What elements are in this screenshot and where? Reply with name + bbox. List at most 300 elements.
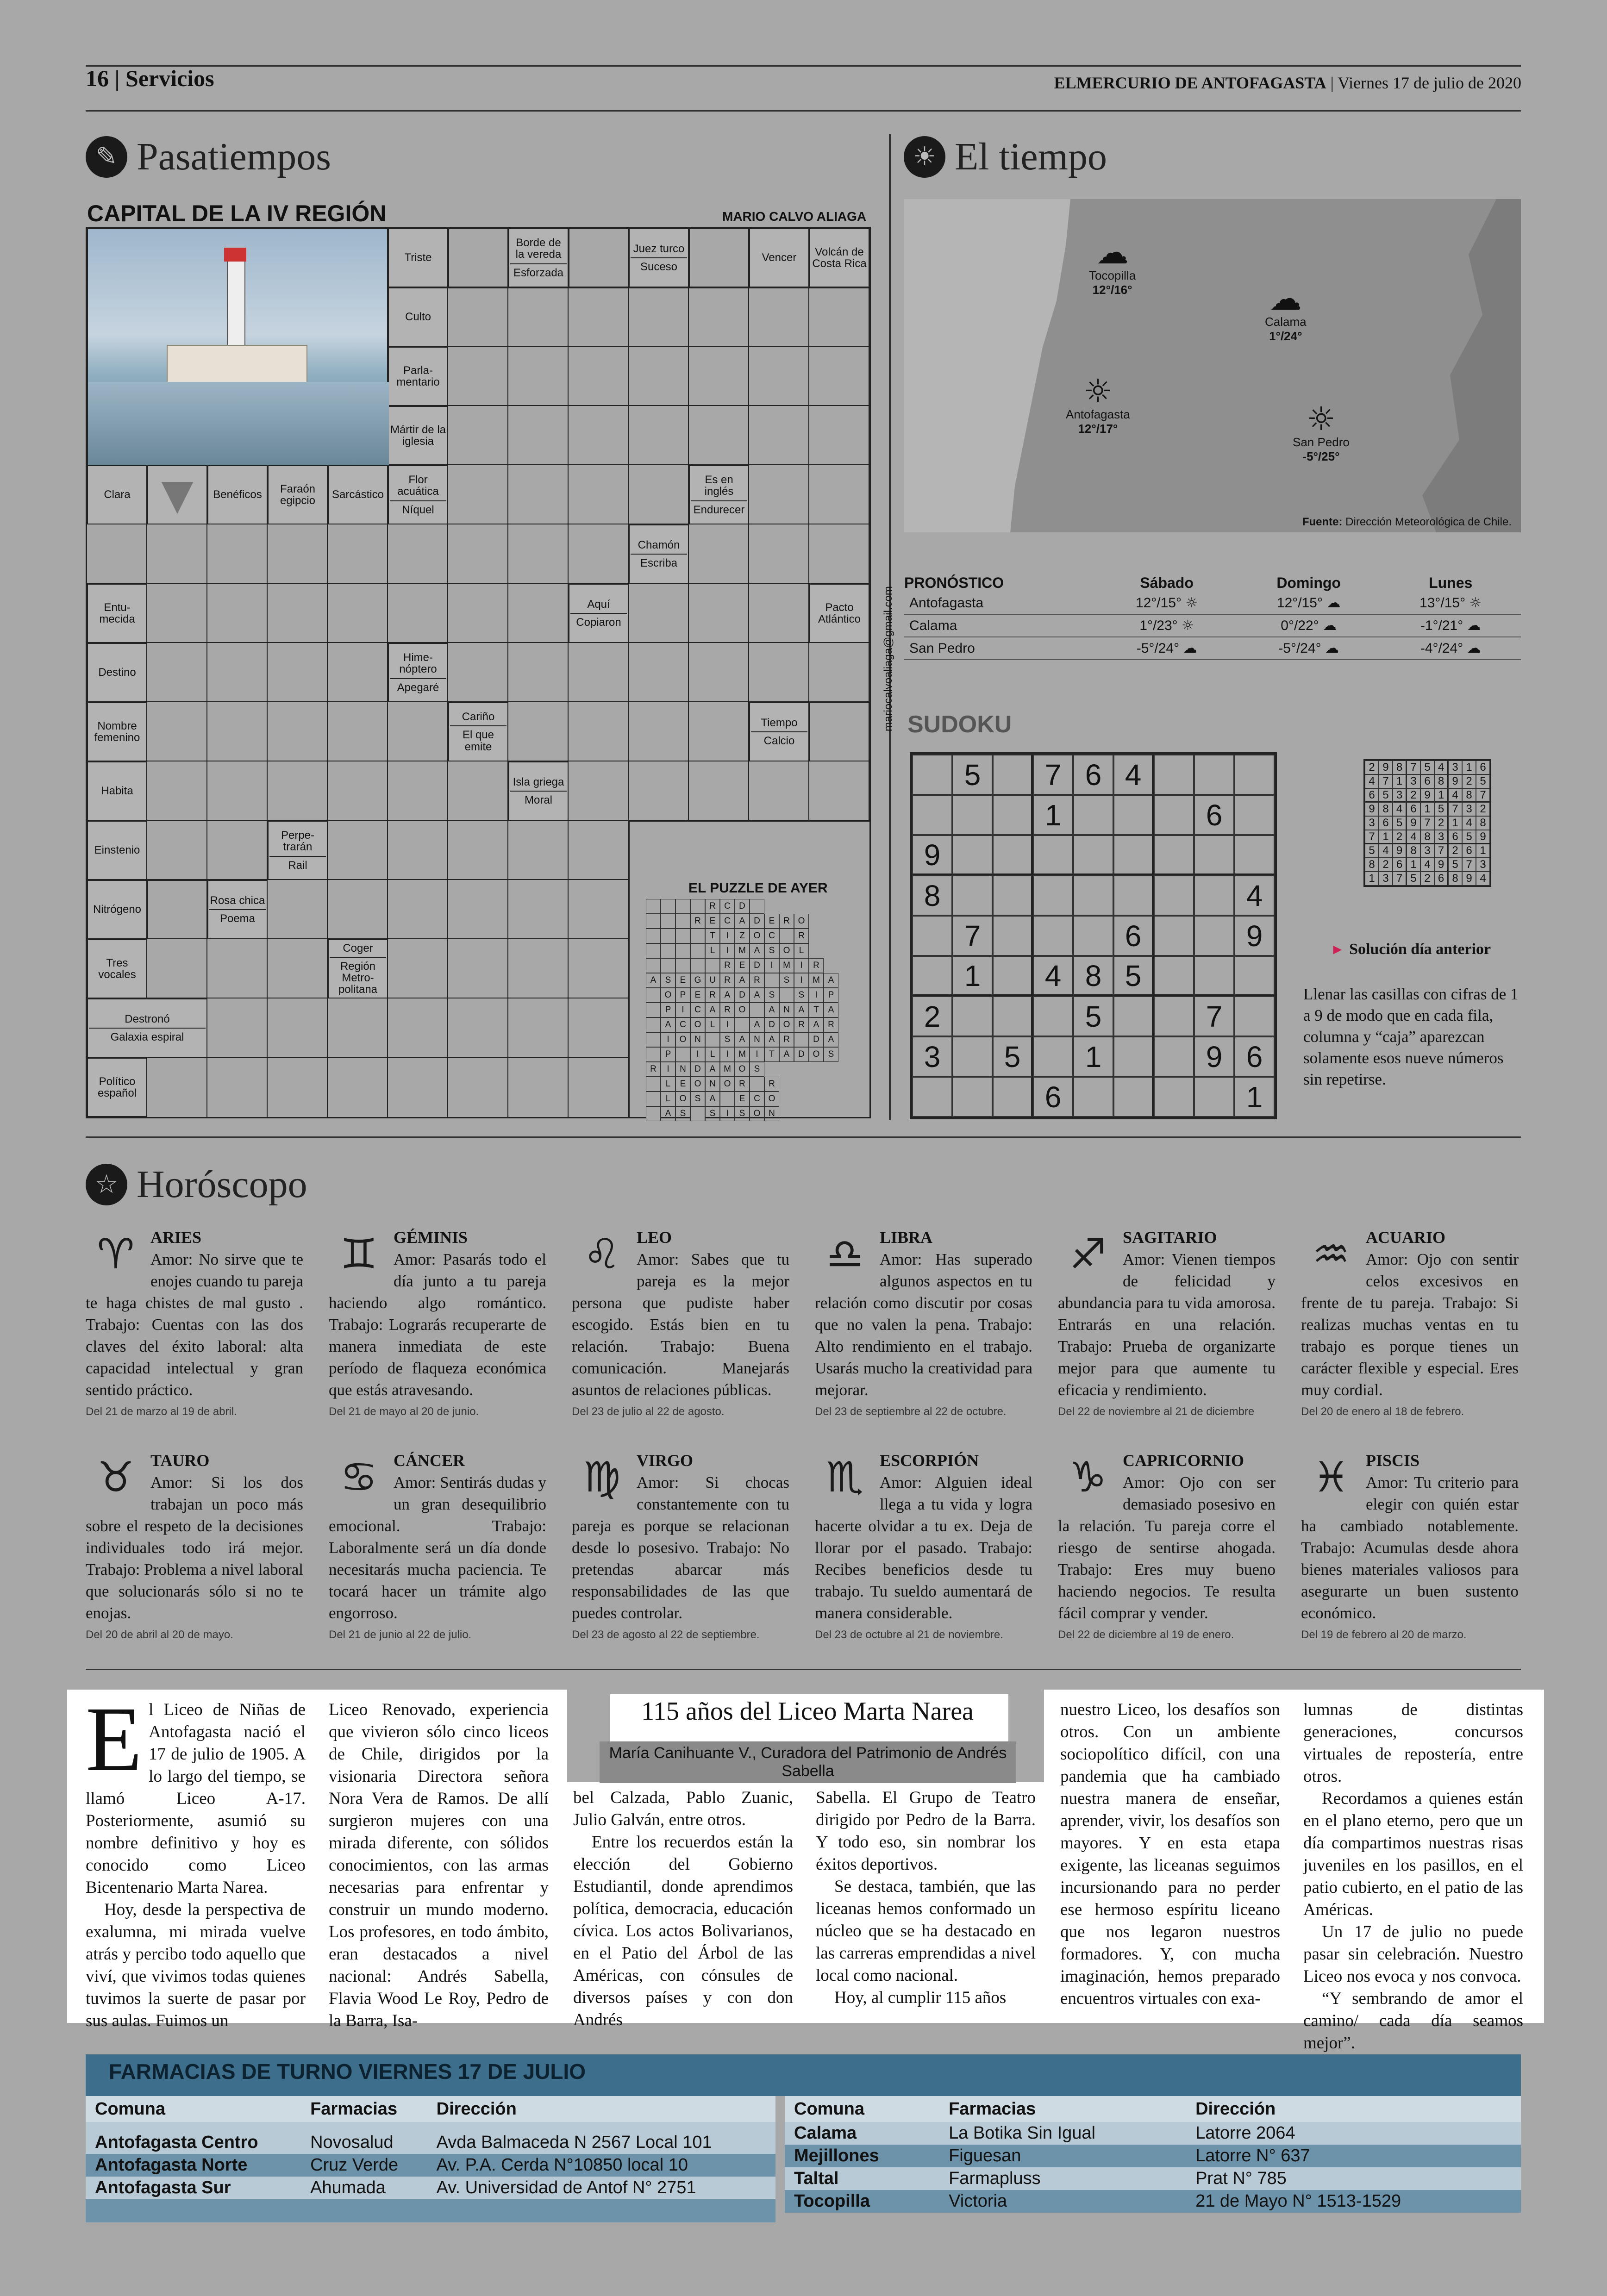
puzzle-cell: O [750, 929, 764, 943]
sudoku-cell[interactable] [912, 916, 952, 956]
pharmacy-comuna: Calama [785, 2122, 939, 2145]
issue-date: Viernes 17 de julio de 2020 [1338, 74, 1521, 92]
puzzle-cell: E [675, 973, 690, 988]
sudoku-cell[interactable] [1073, 795, 1113, 835]
puzzle-cell: S [764, 988, 779, 1003]
zodiac-capricornio-icon: ♑ [1069, 1453, 1107, 1502]
answer-row[interactable] [147, 584, 569, 643]
solution-cell: 2 [1393, 830, 1407, 844]
sudoku-cell[interactable] [1033, 996, 1073, 1036]
puzzle-cell: U [705, 973, 720, 988]
solution-cell: 9 [1434, 858, 1448, 872]
horoscopo-title: Horóscopo [137, 1163, 307, 1206]
answer-row[interactable] [268, 880, 629, 939]
clue-habita: Habita [87, 761, 147, 821]
answer-row[interactable] [388, 939, 629, 998]
sudoku-cell[interactable] [1154, 996, 1194, 1036]
puzzle-cell: I [794, 973, 809, 988]
horoscope-sign-capricornio [1058, 1450, 1276, 1646]
article-title: 115 años del Liceo Marta Narea [641, 1697, 974, 1726]
answer-row[interactable] [207, 998, 629, 1058]
solution-cell: 8 [1393, 761, 1407, 774]
solution-cell: 5 [1448, 858, 1462, 872]
puzzle-cell: D [690, 1062, 705, 1077]
sudoku-cell[interactable]: 2 [912, 996, 952, 1036]
sudoku-cell[interactable] [952, 875, 993, 916]
sudoku-cell[interactable] [1234, 956, 1275, 996]
col-farmacias: Farmacias [939, 2096, 1186, 2122]
sudoku-cell[interactable] [1033, 875, 1073, 916]
sudoku-cell[interactable] [1154, 956, 1194, 996]
sudoku-cell[interactable] [1234, 755, 1275, 795]
puzzle-cell: L [661, 1092, 675, 1106]
puzzle-cell: I [690, 1047, 705, 1062]
answer-row[interactable] [147, 702, 448, 761]
puzzle-cell: A [824, 1032, 838, 1047]
solution-cell: 6 [1462, 844, 1476, 858]
forecast-cell [1237, 637, 1381, 660]
clue-pacto: Pacto Atlántico [809, 584, 869, 643]
puzzle-cell: O [779, 943, 794, 958]
article-col-4 [816, 1787, 1036, 2009]
page-header-right: ELMERCURIO DE ANTOFAGASTA | Viernes 17 de julio de 2020 [1054, 74, 1521, 92]
sudoku-cell[interactable]: 9 [912, 835, 952, 875]
tiempo-heading [904, 134, 1107, 179]
puzzle-cell [675, 914, 690, 929]
sudoku-cell[interactable]: 9 [1234, 916, 1275, 956]
sudoku-cell[interactable]: 3 [912, 1036, 952, 1077]
clue-endurecer: Endurecer [691, 500, 747, 516]
sudoku-cell[interactable] [993, 916, 1033, 956]
clue-culto: Culto [388, 287, 448, 347]
puzzle-cell: R [779, 1032, 794, 1047]
answer-cell[interactable] [809, 702, 869, 761]
answer-row[interactable] [87, 524, 629, 584]
solution-cell: 1 [1476, 844, 1490, 858]
answer-row[interactable] [569, 761, 869, 821]
sign-dates: Del 22 de diciembre al 19 de enero. [1058, 1628, 1234, 1641]
sudoku-cell[interactable] [912, 956, 952, 996]
sudoku-cell[interactable] [1194, 755, 1234, 795]
solution-cell: 9 [1393, 844, 1407, 858]
puzzle-cell: R [764, 1077, 779, 1092]
sudoku-cell[interactable]: 5 [1073, 996, 1113, 1036]
sudoku-cell[interactable] [912, 755, 952, 795]
sign-text: Amor: Sabes que tu pareja es la mejor persona que pudiste haber escogido. Estás bien en tu relación. Trabajo: Buena comunicación. Manejarás asuntos de relaciones públicas. [572, 1250, 789, 1399]
pharmacy-row [86, 2131, 775, 2154]
sudoku-instructions: Llenar las casillas con cifras de 1 a 9 de modo que en cada fila, columna y “caja” aparezcan solamente esos nueve números sin repetirse. [1303, 985, 1519, 1088]
sudoku-cell[interactable] [1073, 916, 1113, 956]
sudoku-cell[interactable] [993, 1077, 1033, 1117]
sudoku-cell[interactable]: 1 [1033, 795, 1073, 835]
sudoku-cell[interactable] [1154, 1077, 1194, 1117]
puzzle-cell [646, 943, 661, 958]
pharmacy-address: Av. Universidad de Antof N° 2751 [427, 2177, 775, 2199]
solution-cell: 3 [1434, 830, 1448, 844]
sudoku-cell[interactable] [952, 1036, 993, 1077]
pharmacy-right [785, 2096, 1521, 2213]
sudoku-cell[interactable] [1073, 835, 1113, 875]
sudoku-cell[interactable] [1113, 1036, 1154, 1077]
sudoku-cell[interactable]: 5 [993, 1036, 1033, 1077]
solution-cell: 7 [1393, 872, 1407, 886]
article-col-5 [1060, 1699, 1280, 2010]
sudoku-cell[interactable]: 6 [1113, 916, 1154, 956]
solution-cell: 5 [1407, 872, 1420, 886]
solution-cell: 4 [1407, 830, 1420, 844]
answer-row[interactable] [147, 1058, 629, 1117]
solution-cell: 3 [1365, 816, 1379, 830]
puzzle-cell: M [735, 943, 750, 958]
sign-dates: Del 23 de agosto al 22 de septiembre. [572, 1628, 760, 1641]
sudoku-grid[interactable] [910, 752, 1277, 1119]
puzzle-cell: M [809, 973, 824, 988]
forecast-title: PRONÓSTICO [904, 574, 1004, 591]
sudoku-cell[interactable] [993, 755, 1033, 795]
answer-row[interactable] [147, 821, 268, 880]
sudoku-cell[interactable] [1073, 1077, 1113, 1117]
puzzle-row [646, 1106, 883, 1121]
answer-row[interactable] [448, 406, 869, 465]
forecast-city: San Pedro [904, 637, 1096, 660]
puzzle-cell [690, 1106, 705, 1121]
solution-cell: 3 [1393, 788, 1407, 802]
puzzle-cell [661, 914, 675, 929]
puzzle-cell: O [750, 1106, 764, 1121]
clue-carino-text: Cariño [462, 711, 495, 724]
sudoku-cell[interactable] [1073, 875, 1113, 916]
puzzle-cell: R [809, 958, 824, 973]
article-paragraph: bel Calzada, Pablo Zuanic, Julio Galván, entre otros. [573, 1788, 793, 1829]
puzzle-cell: O [675, 1032, 690, 1047]
solution-cell: 7 [1476, 788, 1490, 802]
pharmacy-title: FARMACIAS DE TURNO VIERNES 17 DE JULIO [109, 2059, 586, 2084]
sudoku-cell[interactable] [993, 795, 1033, 835]
puzzle-cell [735, 1017, 750, 1032]
answer-row[interactable] [147, 939, 328, 998]
puzzle-cell [646, 899, 661, 914]
puzzle-row [646, 958, 883, 973]
answer-row[interactable] [689, 524, 869, 584]
forecast-city: Calama [904, 614, 1096, 637]
sudoku-cell[interactable] [1194, 916, 1234, 956]
source-text: Dirección Meteorológica de Chile. [1345, 516, 1512, 528]
sudoku-cell[interactable] [952, 835, 993, 875]
sudoku-cell[interactable] [1194, 875, 1234, 916]
sudoku-cell[interactable] [952, 1077, 993, 1117]
answer-row[interactable] [328, 821, 629, 880]
sudoku-cell[interactable]: 4 [1234, 875, 1275, 916]
sudoku-cell[interactable] [1194, 835, 1234, 875]
sudoku-cell[interactable] [912, 1077, 952, 1117]
sudoku-cell[interactable] [1113, 835, 1154, 875]
sudoku-cell[interactable] [1113, 996, 1154, 1036]
sudoku-cell[interactable] [952, 795, 993, 835]
sudoku-cell[interactable]: 1 [1234, 1077, 1275, 1117]
forecast-temp: -1°/21° [1420, 618, 1463, 633]
forecast-cell [1096, 614, 1237, 637]
pharmacy-row [785, 2167, 1521, 2190]
clue-coger-text: Coger [343, 942, 373, 955]
answer-cell[interactable] [689, 228, 749, 287]
weather-source [1302, 516, 1512, 529]
puzzle-row [646, 1017, 883, 1032]
puzzle-cell: I [794, 958, 809, 973]
puzzle-row [646, 899, 883, 914]
solution-cell: 9 [1420, 788, 1434, 802]
puzzle-cell: E [690, 988, 705, 1003]
puzzle-cell: O [690, 1017, 705, 1032]
answer-row[interactable] [508, 702, 749, 761]
puzzle-row [646, 973, 883, 988]
answer-row[interactable] [749, 465, 869, 524]
horoscope-sign-sagitario [1058, 1227, 1276, 1423]
weather-city-tocopilla [1089, 233, 1136, 297]
puzzle-cell: A [720, 988, 735, 1003]
puzzle-cell: S [750, 1062, 764, 1077]
sudoku-title: SUDOKU [907, 711, 1012, 738]
sudoku-cell[interactable] [1154, 835, 1194, 875]
clue-faraon: Faraón egipcio [268, 465, 328, 524]
puzzle-cell: S [705, 1106, 720, 1121]
answer-row[interactable] [629, 584, 809, 643]
zodiac-aries-icon: ♈ [97, 1230, 135, 1279]
clue-einstenio: Einstenio [87, 821, 147, 880]
sign-dates: Del 20 de abril al 20 de mayo. [86, 1628, 233, 1641]
sudoku-cell[interactable]: 5 [952, 755, 993, 795]
sudoku-cell[interactable] [1113, 1077, 1154, 1117]
solution-cell: 5 [1476, 774, 1490, 788]
answer-cell[interactable] [147, 880, 207, 939]
clue-juez-text: Juez turco [633, 242, 685, 255]
sudoku-cell[interactable]: 5 [1113, 956, 1154, 996]
clue-esforzada: Esforzada [510, 263, 567, 279]
pharmacy-table-left [86, 2096, 775, 2222]
puzzle-cell [690, 899, 705, 914]
puzzle-cell [705, 958, 720, 973]
solution-cell: 5 [1434, 802, 1448, 816]
pharmacy-comuna: Antofagasta Centro [86, 2131, 301, 2154]
answer-row[interactable] [448, 643, 869, 702]
city-temp: 1°/24° [1269, 329, 1302, 343]
puzzle-cell: I [720, 1047, 735, 1062]
sudoku-cell[interactable] [1154, 755, 1194, 795]
solution-cell: 8 [1420, 830, 1434, 844]
sign-text: Amor: Ojo con ser demasiado posesivo en la relación. Tu pareja corre el riesgo de sentirse ahogada. Trabajo: Eres muy bueno haciendo negocios. Te resulta fácil comprar y vender. [1058, 1473, 1276, 1622]
clue-clara: Clara [87, 465, 147, 524]
answer-cell[interactable] [448, 228, 508, 287]
sudoku-cell[interactable]: 7 [1033, 755, 1073, 795]
clue-tiempo-text: Tiempo [761, 716, 798, 729]
puzzle-cell: A [646, 973, 661, 988]
solution-cell: 1 [1407, 858, 1420, 872]
triangle-icon: ▸ [1333, 941, 1342, 958]
star-icon: ☆ [86, 1164, 127, 1205]
sudoku-cell[interactable] [1154, 916, 1194, 956]
sign-text: Amor: Ojo con sentir celos excesivos en frente de tu pareja. Trabajo: Si realizas muchas ventas en tu trabajo es porque tienes un carácter flexible y especial. Eres muy cordial. [1301, 1250, 1519, 1399]
sign-dates: Del 19 de febrero al 20 de marzo. [1301, 1628, 1467, 1641]
forecast-row [904, 614, 1521, 637]
puzzle-cell [690, 943, 705, 958]
puzzle-cell [646, 929, 661, 943]
clue-sarcastico: Sarcástico [328, 465, 388, 524]
sun-icon: ☼ [1307, 400, 1336, 438]
cloud-icon: ☁ [1326, 595, 1341, 611]
answer-row[interactable] [448, 347, 869, 406]
sudoku-cell[interactable] [1033, 1036, 1073, 1077]
weather-city-sanpedro [1293, 400, 1350, 464]
sudoku-cell[interactable] [1113, 875, 1154, 916]
sudoku-cell[interactable]: 6 [1194, 795, 1234, 835]
weather-city-antofagasta [1066, 372, 1130, 436]
sudoku-cell[interactable] [993, 835, 1033, 875]
sudoku-cell[interactable] [952, 996, 993, 1036]
solution-cell: 8 [1462, 788, 1476, 802]
puzzle-cell: R [705, 899, 720, 914]
puzzle-cell: O [779, 1017, 794, 1032]
sudoku-cell[interactable]: 6 [1033, 1077, 1073, 1117]
sudoku-cell[interactable]: 9 [1194, 1036, 1234, 1077]
puzzle-row [646, 943, 883, 958]
article-paragraph: Hoy, desde la perspectiva de exalumna, mi mirada vuelve atrás y percibo todo aquello que viví, que vivimos todas quienes tuvimos la suerte de pasar por sus aulas. Fuimos un [86, 1900, 306, 2030]
forecast-cell [1096, 637, 1237, 660]
sudoku-cell[interactable] [1154, 875, 1194, 916]
sudoku-cell[interactable] [993, 956, 1033, 996]
puzzle-cell: S [661, 973, 675, 988]
zodiac-libra-icon: ♎ [826, 1230, 864, 1279]
sudoku-cell[interactable]: 1 [1073, 1036, 1113, 1077]
sudoku-cell[interactable]: 8 [1073, 956, 1113, 996]
solution-label-text: Solución día anterior [1349, 941, 1491, 958]
puzzle-cell: D [809, 1032, 824, 1047]
puzzle-cell: A [705, 1092, 720, 1106]
answer-row[interactable] [448, 465, 689, 524]
sign-text: Amor: Si los dos trabajan un poco más sobre el respeto de la decisiones individuales todo irá mejor. Trabajo: Problema a nivel laboral que solucionarás sólo si no te enojas. [86, 1473, 303, 1622]
weather-city-calama [1265, 282, 1307, 343]
solution-cell: 4 [1448, 788, 1462, 802]
pharmacy-name: Novosalud [301, 2131, 427, 2154]
horoscope-sign-escorpión [815, 1450, 1032, 1646]
solution-label [1333, 940, 1491, 958]
sign-dates: Del 21 de mayo al 20 de junio. [329, 1405, 479, 1418]
cloud-icon: ☁ [1096, 233, 1129, 271]
sudoku-cell[interactable] [1154, 1036, 1194, 1077]
answer-cell[interactable] [569, 228, 629, 287]
sudoku-cell[interactable] [993, 996, 1033, 1036]
answer-row[interactable] [147, 761, 508, 821]
puzzle-cell [794, 1032, 809, 1047]
puzzle-cell: A [764, 1003, 779, 1017]
forecast-cell [1096, 592, 1237, 614]
forecast-day: Domingo [1276, 574, 1341, 591]
pharmacy-comuna: Mejillones [785, 2145, 939, 2167]
forecast-day: Lunes [1429, 574, 1473, 591]
sudoku-cell[interactable]: 6 [1073, 755, 1113, 795]
puzzle-row [646, 988, 883, 1003]
sudoku-cell[interactable] [1234, 795, 1275, 835]
solution-cell: 1 [1393, 774, 1407, 788]
sudoku-cell[interactable] [912, 795, 952, 835]
forecast-cell [1380, 637, 1521, 660]
puzzle-cell: N [705, 1077, 720, 1092]
sudoku-cell[interactable]: 4 [1113, 755, 1154, 795]
puzzle-cell [675, 929, 690, 943]
solution-cell: 4 [1476, 872, 1490, 886]
weather-map [904, 199, 1521, 532]
forecast-temp: -5°/24° [1278, 641, 1321, 656]
pharmacy-comuna: Antofagasta Norte [86, 2154, 301, 2177]
sign-name: ESCORPIÓN [880, 1451, 979, 1470]
puzzle-row [646, 1032, 883, 1047]
clue-calcio: Calcio [751, 731, 807, 747]
sudoku-cell[interactable] [1113, 795, 1154, 835]
sudoku-cell[interactable] [1194, 1077, 1234, 1117]
article-paragraph: “Y sembrando de amor el camino/ cada día seamos mejor”. [1303, 1989, 1523, 2053]
puzzle-cell [646, 1003, 661, 1017]
clue-parlamentario: Parla-mentario [388, 347, 448, 406]
sudoku-cell[interactable] [1234, 996, 1275, 1036]
sudoku-cell[interactable] [1154, 795, 1194, 835]
sudoku-cell[interactable] [1033, 916, 1073, 956]
pasatiempos-title: Pasatiempos [137, 135, 331, 178]
city-name: Tocopilla [1089, 268, 1136, 282]
puzzle-cell: T [809, 1003, 824, 1017]
clue-carino [448, 702, 508, 761]
puzzle-cell: M [735, 1047, 750, 1062]
sudoku-cell[interactable]: 1 [952, 956, 993, 996]
clue-flor-text: Flor acuática [397, 474, 439, 498]
puzzle-cell: E [675, 1077, 690, 1092]
answer-row[interactable] [147, 643, 388, 702]
sign-dates: Del 22 de noviembre al 21 de diciembre [1058, 1405, 1255, 1418]
puzzle-cell [646, 958, 661, 973]
answer-row[interactable] [448, 287, 869, 347]
sudoku-cell[interactable] [1194, 956, 1234, 996]
sudoku-cell[interactable]: 7 [952, 916, 993, 956]
clue-rail: Rail [269, 856, 326, 871]
sudoku-cell[interactable]: 6 [1234, 1036, 1275, 1077]
clue-himenoptero [388, 643, 448, 702]
puzzle-cell: S [794, 988, 809, 1003]
puzzle-cell: S [824, 1047, 838, 1062]
solution-cell: 4 [1365, 774, 1379, 788]
sign-dates: Del 21 de marzo al 19 de abril. [86, 1405, 237, 1418]
puzzle-cell: A [705, 1003, 720, 1017]
puzzle-cell [646, 1017, 661, 1032]
puzzle-cell: A [750, 1017, 764, 1032]
puzzle-row [646, 1092, 883, 1106]
page-number: 16 [86, 65, 109, 91]
solution-cell: 5 [1462, 830, 1476, 844]
sudoku-cell[interactable]: 8 [912, 875, 952, 916]
sudoku-cell[interactable]: 7 [1194, 996, 1234, 1036]
clue-es-en-ingles [689, 465, 749, 524]
sudoku-cell[interactable] [1234, 835, 1275, 875]
puzzle-cell: Z [735, 929, 750, 943]
sudoku-cell[interactable] [993, 875, 1033, 916]
clue-flor [388, 465, 448, 524]
section-name: Servicios [125, 65, 214, 91]
solution-cell: 7 [1448, 802, 1462, 816]
sudoku-cell[interactable]: 4 [1033, 956, 1073, 996]
article-paragraph: Recordamos a quienes están en el plano eterno, pero que un día compartimos nuestras risas juveniles en los pasillos, en el patio cubierto, en el patio de las Américas. [1303, 1789, 1523, 1919]
solution-cell: 7 [1462, 858, 1476, 872]
clue-borde-text: Borde de la vereda [515, 237, 562, 261]
zodiac-piscis-icon: ♓ [1312, 1453, 1350, 1502]
sign-name: LEO [637, 1228, 672, 1247]
sudoku-cell[interactable] [1033, 835, 1073, 875]
spacer-row [86, 2199, 775, 2222]
